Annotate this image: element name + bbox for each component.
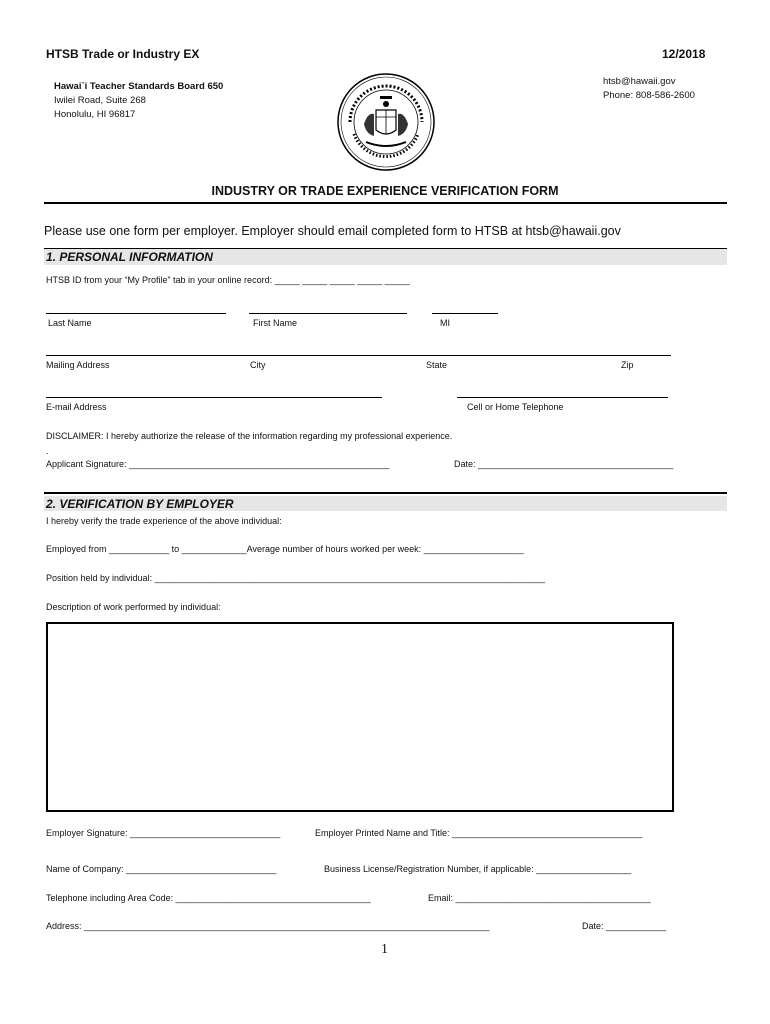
page-number: 1 <box>381 942 388 957</box>
mi-field[interactable] <box>432 313 498 314</box>
employer-address-field[interactable]: Address: _________________________________________________________________________________ <box>46 921 490 931</box>
org-address-line2: Iwilei Road, Suite 268 <box>54 95 146 106</box>
last-name-label: Last Name <box>48 318 92 328</box>
disclaimer-text: DISCLAIMER: I hereby authorize the release of the information regarding my professional experience. <box>46 431 453 441</box>
telephone-label: Cell or Home Telephone <box>467 402 564 412</box>
mailing-address-field[interactable] <box>46 355 671 356</box>
position-field[interactable]: Position held by individual: ______________________________________________________________________________ <box>46 573 545 583</box>
section2-heading: 2. VERIFICATION BY EMPLOYER <box>46 497 234 511</box>
state-of-hawaii-seal-icon <box>336 72 436 172</box>
employer-email-field[interactable]: Email: _______________________________________ <box>428 893 651 903</box>
employer-date-field[interactable]: Date: ____________ <box>582 921 667 931</box>
document-date: 12/2018 <box>662 47 706 61</box>
first-name-label: First Name <box>253 318 298 328</box>
form-title: INDUSTRY OR TRADE EXPERIENCE VERIFICATION FORM <box>211 184 559 198</box>
mi-label: MI <box>440 318 450 328</box>
zip-label: Zip <box>621 360 634 370</box>
employer-telephone-field[interactable]: Telephone including Area Code: _______________________________________ <box>46 893 371 903</box>
disclaimer-dot: . <box>46 446 49 456</box>
first-name-field[interactable] <box>249 313 407 314</box>
intro-text: Please use one form per employer. Employer should email completed form to HTSB at htsb@hawaii.gov <box>44 224 621 238</box>
applicant-signature-field[interactable]: Applicant Signature: ____________________________________________________ <box>46 459 390 469</box>
applicant-date-field[interactable]: Date: _______________________________________ <box>454 459 674 469</box>
city-label: City <box>250 360 266 370</box>
telephone-field[interactable] <box>457 397 668 398</box>
employer-signature-field[interactable]: Employer Signature: ______________________________ <box>46 828 281 838</box>
title-divider <box>44 202 727 204</box>
state-label: State <box>426 360 448 370</box>
section2-heading-band <box>44 496 727 511</box>
email-address-label: E-mail Address <box>46 402 107 412</box>
org-name: Hawai`i Teacher Standards Board 650 <box>54 81 224 92</box>
last-name-field[interactable] <box>46 313 226 314</box>
section2-divider <box>44 492 727 494</box>
section1-heading: 1. PERSONAL INFORMATION <box>46 250 213 264</box>
employment-dates-field[interactable]: Employed from ____________ to _____________Average number of hours worked per week: ____________________ <box>46 544 524 554</box>
description-label: Description of work performed by individual: <box>46 602 221 612</box>
description-textarea[interactable] <box>46 622 674 812</box>
contact-email: htsb@hawaii.gov <box>603 76 676 87</box>
section1-heading-band <box>44 248 727 265</box>
company-name-field[interactable]: Name of Company: ______________________________ <box>46 864 277 874</box>
email-address-field[interactable] <box>46 397 382 398</box>
employer-printed-name-field[interactable]: Employer Printed Name and Title: ______________________________________ <box>315 828 643 838</box>
document-header-title: HTSB Trade or Industry EX <box>46 47 200 61</box>
contact-phone: Phone: 808-586-2600 <box>603 90 695 101</box>
business-license-field[interactable]: Business License/Registration Number, if applicable: ___________________ <box>324 864 632 874</box>
htsb-id-field[interactable]: HTSB ID from your “My Profile” tab in your online record: _____ _____ _____ _____ _____ <box>46 275 410 285</box>
verify-text: I hereby verify the trade experience of the above individual: <box>46 516 282 526</box>
org-address-line3: Honolulu, HI 96817 <box>54 109 136 120</box>
mailing-address-label: Mailing Address <box>46 360 110 370</box>
